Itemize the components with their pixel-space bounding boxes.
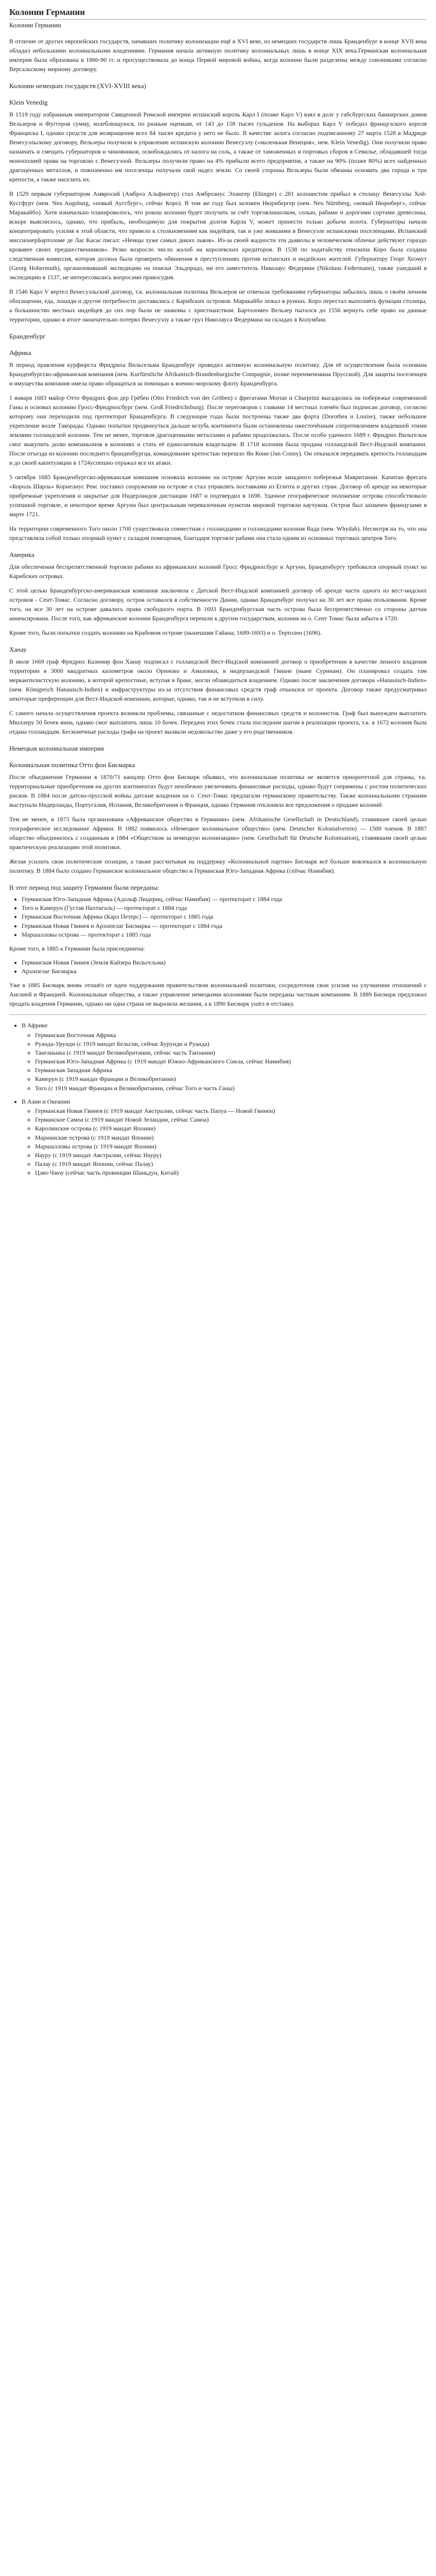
article [0,0,436,1177]
region-name: В Африке [22,1022,48,1029]
list-item: • Того и Камерун (Густав Нахтигаль) — протекторат с 1884 года [22,904,427,912]
section-paragraph: 5 октября 1685 Бранденбургско-африканская компания основала колонию на острове Аргуин возле западного побережья Мавритании. Капитан фрегата «Король Шарль» Корнелиус Рекс поставил сооружения на острове и стал управлять поставками из Египта и других стран. Договор об аренде на некоторые прибрежные укрепления и закрытые для Нидерландов дистанции 1687 и подтвердил в 1698. Удачное географическое положение острова способствовало успешной торговле, и некоторое время Аргуин был центральным перевалочным пунктом мировой торговли каучуком. Остров был захвачен французами в марте 1721. [9,473,427,518]
region-subitem: ◦ Палау (с 1919 мандат Японии, сейчас Палау) [35,1160,427,1168]
intro-paragraph: В отличие от других европейских государств, начавших политику колонизации ещё в XVI веке, из немецких государств лишь Бранденбург в конце XVII века обладал небольшими колониальными владениями. Германия начала активную политику колониальных лишь в конце XIX века.Германская колониальная империя была образована в 1880-90 гг. и просуществовала до конца Первой мировой войны, когда колонии были разделены между союзниками согласно Версальскому мирному договору. [9,38,427,73]
section-paragraph: Для обеспечения беспрепятственной торговли рабами из африканских колоний Гросс Фридрихсбург и Аргуин, Бранденбургу требовался опорный пункт на Карибских островах. [9,563,427,580]
section-paragraph: Тем не менее, в 1873 была организована «Африканское общество в Германии» (нем. Afrikanische Gesellschaft in Deutschland), ставившее своей целью географическое исследование Африки. В 1882 появилось «Немецкое колониальное общество» (нем. Deutscher Kolonialverein) — 1500 членов. В 1887 общество объединилось с созданным в 1884 «Обществом за немецкую колонизацию» (нем. Gesellschaft für Deutsche Kolonisation), ставившим своей целью практическую реализацию этой политики. [9,816,427,851]
list-item: • Германская Юго-Западная Африка (Адольф Людериц, сейчас Намибия) — протекторат с 1884 года [22,895,427,903]
section-heading: Колонии немецких государств (XVI-XVIII века) [9,82,146,90]
section-heading: В этот период под защиту Германии были переданы: [9,884,160,891]
section-heading: Ханау [9,646,27,653]
region-list [9,1021,427,1092]
section-paragraph: Кроме того, были попытки создать колонию на Крабовом острове (нынешняя Гайана; 1689-1693) и о. Тертолен (1696). [9,629,322,636]
region-name: В Азии и Океании [22,1097,70,1105]
region-subitem: ◦ Германская Юго-Западная Африка (с 1919 мандат Южно-Африканского Союза, сейчас Намибия) [35,1057,427,1065]
region-subitem: ◦ Германская Новая Гвинея (с 1919 мандат Австралии, сейчас часть Папуа — Новой Гвинеи) [35,1107,427,1115]
divider [9,1014,427,1015]
list-item: • Германская Восточная Африка (Карл Петерс) — протекторат с 1885 года [22,912,427,921]
section-paragraph: С этой целью Бранденбургско-американская компания заключила с Датской Вест-Индской компанией договор об аренде части одного из вест-индских островов - Сент-Томас. Согласно договору, остров оставался в собственности Дании, однако Бранденбург получал на 30 лет все права пользования. Кроме того, на все 30 лет на острове давались права свободного порта. В 1693 Бранденбургская часть острова была беспрепятственно со стороны датчан аннексирована. После того, как африканские колонии Бранденбурга перешли к другим государствам, колония на о. Сент Томас была забыта в 1720. [9,587,427,622]
section-paragraph: После объединения Германии в 1870/71 канцлер Отто фон Бисмарк объявил, что колониальная политика не является приоритетной для страны, т.к. территориальные приобретения на других континентах будут неизбежно увеличивать финансовые расходы, однако будут сопряжены с ростом политических рисков. В 1884 после датско-прусской войны датские владения на о. Сент-Томас предлагали германскому правительству. Также колониальными странами выступали Нидерланды, Португалия, Испания, Великобритания и Франция, однако Германия отклоняла все предложения о продаже колоний. [9,773,427,808]
region-sublist [22,1031,427,1092]
section-heading: Колониальная политика Отто фон Бисмарка [9,761,135,769]
section-paragraph: В период правления курфюрста Фридриха Вильгельма Бранденбург проводил активную колониальную политику. Для её осуществления была основана Бранденбургско-африканская компания (нем. Kurfürstliche Afrikanisch-Brandenburgische Compagnie, позже переименована Прусской). Для защиты поселенцев и имущества компания имела право обращаться за помощью к военно-морскому флоту Бранденбурга. [9,361,427,387]
region-subitem: ◦ Марианские острова (с 1919 мандат Японии) [35,1133,427,1142]
region-subitem: ◦ Цзяо-Чжоу (сейчас часть провинции Шаньдун, Китай) [35,1168,427,1177]
region-subitem: ◦ Науру (с 1919 мандат Австралии, сейчас Науру) [35,1151,427,1159]
region-subitem: ◦ Танганьика (с 1919 мандат Великобритании, сейчас часть Танзании) [35,1048,427,1057]
list-item: • Германская Новая Гвинея (Земля Кайзера Вильгельма) [22,958,427,967]
region-subitem: ◦ Каролинские острова (с 1919 мандат Японии) [35,1124,427,1132]
region-subitem: ◦ Того (с 1919 мандат Франции и Великобритании, сейчас Того и часть Ганы) [35,1084,427,1092]
region-item [22,1021,427,1092]
list-item: • Архипелаг Бисмарка [22,967,427,975]
region-subitem: ◦ Руанда-Урунди (с 1919 мандат Бельгии, сейчас Бурунди и Руанда) [35,1040,427,1048]
region-subitem: ◦ Германская Западная Африка [35,1066,427,1074]
page-subtitle: Колонии Германии [9,22,61,29]
section-paragraph: В 1529 первым губернатором Амвросий (Амброз Альфингер) стал Амброзиус Эхингер (Ehinger) с 281 колонистом прибыл в столицу Венесуэлы Хой-Кусгфурт (нем. Neu Augsburg, «новый Аугсбург», сейчас Коро). В том же году был заложен Нюрнбергер (нем. Neu Nürnberg, «новый Нюрнберг», сейчас Маракайбо). Хотя изначально планировалось, что рокош колонии будет получать за счёт торговлишолком, солью, рабами и дорогими сортами древесины, вскоре выяснилось, однако, что прибыль, необходимую для покрытия долгов Карла V, может принести только добыча золота. Губернаторы начали концентрировать усилия в этой области, что привело к столкновениям как индейцев, так и уже жившими в Венесуэле испанскими поселенцами. Испанский миссионерБартоломе де Лас Касас писал: «Немцы хуже самых диких львов». Из-за своей жадности эти дьяволы в человеческом обличье действуют гораздо кровавее своих предшественников». Резко возросло число жалоб на королевских кредиторов. В 1538 по ходатайству епископа Коро была создана следственная комиссия, которая должна была проверить обвинения в преступлениях против испанских и индейских жителей. Губернатору Георг Хоэмут (Georg Hohermuth), организовавший экспедицию на поиски Эльдорадо, ни его заместитель Николаус Федерман (Nikolaus Federmann), также ушедший в экспедицию в 1537, не интересовались вопросами правосудия. [9,190,427,281]
section-paragraph: С самого начала осуществления проекта возникли проблемы, связанные с недостатком финансовых средств и колонистов. Граф был вынужден выплатить Мюллеру 50 бочек вина, однако смог выплатить лишь 10 бочек. Передача этих бочек стала последним шагом в реализации проекта, т.к. в 1672 колония была отдана голландцам. Бесконечные расходы графа на проект вызвали недовольство даже у его родственников. [9,709,427,735]
region-subitem: ◦ Германская Восточная Африка [35,1031,427,1039]
section-heading: Немецкая колониальная империя [9,744,104,752]
section-paragraph: Желая усилить свои политические позиции, а также рассчитывая на поддержку «Колониальной партии» Бисмарк всё больше вовлекался в колониальную политику. В 1884 было создано Германское колониальное общество и Германская Юго-Западная Африка (сейчас Намибия). [9,858,427,874]
section-paragraph: В июле 1669 граф Фридрих Казимир фон Ханау подписал с голландской Вест-Индской компанией договор о приобретении в качестве ленного владения территории в 3000 квадратных километров около Ориноко и Амазонки, в нидерландской Гвиане (ныне Суринам). Он планировал создать там меркантилистскую колонию, в которой крепостные, вступая в браке, могли обзаводиться владением. Однако после заключения договора «Hanauisch-Indien» (нем. Königreich Hanauisch-Indien) и инфраструктуры из-за отсутствия финансовых средств граф отказался от проекта. Договор также предусматривал некоторые преференции для Вест-Индской компании, которые, однако, так и не вступили в силу. [9,658,427,702]
page-title: Колонии Германии [9,7,427,20]
section-heading: Африка [9,349,31,357]
section-paragraph: В 1519 году избранным императором Священной Римской империи испанский король Карл I (позже Карл V) взял в долг у габсбургских банкирских домов Вельзеров и Фуггеров сумму, колеблющуюся, по разным оценкам, от 143 до 158 тысяч гульденов. На выборах Карл V победил французского короля Франциска I, однако средств для возвращения всех 84 тысяч кредита у него не было. В качестве залога согласно подписанному 27 марта 1528 в Мадриде Венесуэльскому договору, Вельзеры получили в управление испанскую колонию Венесуэлу («маленькая Венеция», нем. Klein Venedig). Они получили право назначать и смещать губернаторов и чиновников, освобождались от налога на соль, а также от таможенных и портовых сборов в Севилье, обладавшей тогда монополией права на торговлю с Венесуэлой. Вельзеры получили право на 4% прибыли всего предприятия, а также на 90% (позже 80%) всех найденных драгоценных металлов, и пожизненно им поселенцы получали свой надел земли. Со своей стороны Вельзеры были обязаны основать два города и три крепости, а также населить их. [9,111,427,183]
after-lists-paragraph: Уже в 1885 Бисмарк вновь отошёл от идеи поддержания правительством колониальной политики, сосредоточив свои усилия на улучшении отношений с Англией и Францией. Колониальные общества, а также управление немецкими колониями были переданы частным компаниям. В 1889 Бисмарк предложил продать владения Германии, однако ни одна страна не выразила желания, а в 1890 Бисмарк ушёл в отставку. [9,981,427,1008]
regions-list [9,1021,427,1177]
additional-intro: Кроме того, в 1885 к Германии была присоединена: [9,944,145,952]
section-paragraph: На территории современного Того около 1700 существовала совместная с голландцами и голландцами колония Вада (нем. Whydah). Несмотря на то, что она представляла собой только опорный пункт с складом помещения, благодаря торговле рабами она стала одним из основных торговых центров Того. [9,525,427,541]
region-subitem: ◦ Германское Самоа (с 1919 мандат Новой Зеландии, сейчас Самоа) [35,1115,427,1124]
region-item [22,1097,427,1177]
section-paragraph: 1 января 1683 майор Отто Фридрих фон дер Грёбен (Otto Friedrich von der Gröben) с фрегатами Моriаn и Churprinz высадились на побережье современной Ганы и основал колонию Гросс-Фридрихсбург (нем. Groß Friedrichsburg). После переговоров с главами 14 местных племён был подписан договор, согласно которому они переходили под протекторат Бранденбурга. В следующие годы были построены также два форта (Dorothea и Louise), также небольшое укрепление возле Такорады. Однако попытки продвинуться дальше вглубь континента были остановлены ожесточённым сопротивлением владевшей этими землями голландской колонии. Тем не менее, торговля драгоценными металлами и рабами продолжалась. После особо удачного 1689 г. Фридрих Вильгельм смог выкупить долю компаньонов в колониях и стать её единоличным владельцем. В 1718 колония была продана голландской Вест-Индской компании. После отъезда из колонии последнего бранденбургца, командование крепостью перешло Ян Кони (Jan Conny). Он отказался передавать крепость голландцам и до своей капитуляции в 1724успешно отражал все их атаки. [9,394,427,466]
additional-list [9,958,427,975]
section-heading: Америка [9,551,34,558]
section-heading: Бранденбург [9,332,46,340]
section-heading: Klein Venedig [9,98,48,106]
region-subitem: ◦ Маршалловы острова (с 1919 мандат Японии) [35,1142,427,1150]
region-sublist [22,1107,427,1177]
region-list [9,1097,427,1177]
list-item: • Германская Новая Гвинея и Архипелаг Бисмарка — протекторат с 1884 года [22,922,427,930]
article-sections [9,82,427,892]
list-item: • Маршалловы острова — протекторат с 1885 года [22,930,427,939]
section-paragraph: В 1546 Карл V вертел Венесуэльский договор, т.к. колониальная политика Вельзеров не отвечала требованиям губернаторы забылись лишь о своём личном обогащении, еда, лошади и другие потребности доставались с Карибских островов. Маракайбо лежал в руинах. Коро перестал выполнять функции столицы, а большинство местных индейцев до сих пор были не знакомы с христианством. Бартоломео Вельзер пытался до 1556 вернуть себе право на данные территории, однако в итоге окончательно потерял Венесуэлу а также груз Николауса Федермана на складах в Колумбии. [9,288,427,323]
region-subitem: ◦ Камерун (с 1919 мандат Франции и Великобритании) [35,1075,427,1083]
protectorate-list [9,895,427,939]
